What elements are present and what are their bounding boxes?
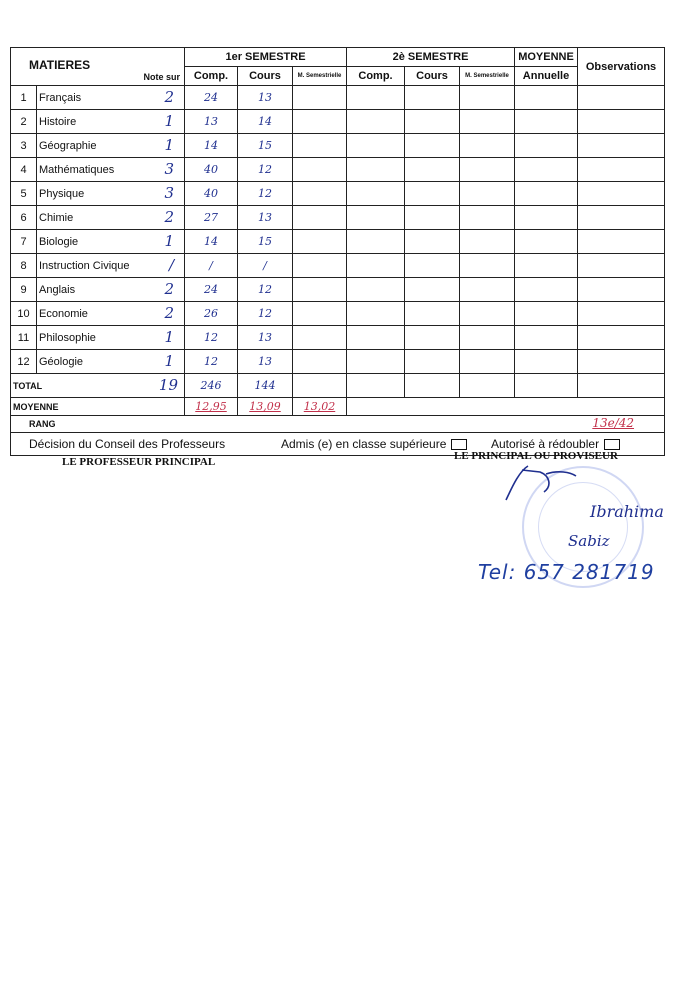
note-sur-label: Note sur	[143, 72, 180, 82]
s1-cours-value: 12	[238, 158, 293, 182]
moyenne-comp: 12,95	[185, 398, 238, 416]
principal-title: LE PRINCIPAL OU PROVISEUR	[454, 450, 618, 462]
s1-cours-value: 13	[238, 86, 293, 110]
rang-value: 13e/42	[592, 416, 635, 430]
coefficient-value: 1	[164, 136, 174, 154]
subject-name: Anglais	[39, 283, 76, 296]
s1-comp-value: 26	[185, 302, 238, 326]
total-coef: 19	[158, 376, 178, 394]
s1-cours-value: 15	[238, 230, 293, 254]
empty-cell	[347, 110, 405, 134]
empty-cell	[293, 206, 347, 230]
empty-cell	[515, 206, 578, 230]
subject-cell	[37, 182, 185, 206]
empty-cell	[405, 350, 460, 374]
rang-label: RANG	[29, 419, 56, 429]
empty-cell	[578, 278, 665, 302]
empty-cell	[347, 86, 405, 110]
s1-comp-value: /	[185, 254, 238, 278]
empty-cell	[347, 158, 405, 182]
s1-cours-header: Cours	[238, 67, 293, 86]
subject-name: Géologie	[39, 355, 84, 368]
row-number: 8	[11, 254, 37, 278]
report-card-table	[10, 47, 665, 456]
empty-cell	[578, 86, 665, 110]
empty-cell	[578, 110, 665, 134]
empty-cell	[515, 326, 578, 350]
autorise-checkbox[interactable]	[604, 439, 620, 450]
coefficient-value: 2	[164, 280, 174, 298]
s1-comp-value: 14	[185, 134, 238, 158]
empty-cell	[405, 302, 460, 326]
s2-comp-header: Comp.	[347, 67, 405, 86]
row-number: 2	[11, 110, 37, 134]
empty-cell	[515, 374, 578, 398]
annuelle-header: Annuelle	[515, 67, 578, 86]
s2-cours-header: Cours	[405, 67, 460, 86]
s1-cours-value: 13	[238, 350, 293, 374]
subject-cell	[37, 110, 185, 134]
empty-cell	[578, 302, 665, 326]
empty-cell	[578, 326, 665, 350]
empty-cell	[460, 254, 515, 278]
empty-cell	[405, 278, 460, 302]
empty-cell	[460, 206, 515, 230]
coefficient-value: 1	[164, 352, 174, 370]
empty-cell	[460, 302, 515, 326]
matieres-header	[11, 48, 185, 86]
empty-cell	[347, 230, 405, 254]
subject-cell	[37, 350, 185, 374]
empty-cell	[405, 86, 460, 110]
empty-cell	[405, 158, 460, 182]
coefficient-value: 1	[164, 112, 174, 130]
s1-cours-value: 13	[238, 326, 293, 350]
s1-msem-header: M. Semestrielle	[293, 67, 347, 86]
table-row	[11, 230, 665, 254]
admis-label: Admis (e) en classe supérieure	[281, 437, 447, 451]
s1-comp-value: 27	[185, 206, 238, 230]
empty-cell	[293, 230, 347, 254]
empty-cell	[515, 254, 578, 278]
empty-cell	[578, 134, 665, 158]
s1-comp-value: 40	[185, 182, 238, 206]
empty-cell	[347, 302, 405, 326]
empty-cell	[460, 134, 515, 158]
subject-cell	[37, 134, 185, 158]
empty-cell	[293, 302, 347, 326]
subject-cell	[37, 86, 185, 110]
moyenne-row-label-cell	[11, 398, 185, 416]
s1-comp-header: Comp.	[185, 67, 238, 86]
subject-name: Instruction Civique	[39, 259, 130, 272]
empty-cell	[515, 110, 578, 134]
empty-cell	[405, 134, 460, 158]
signature-scribble	[500, 462, 580, 506]
row-number: 10	[11, 302, 37, 326]
table-row	[11, 326, 665, 350]
table-row	[11, 134, 665, 158]
autorise-label: Autorisé à rédoubler	[491, 437, 600, 451]
empty-cell	[347, 182, 405, 206]
s1-cours-value: 15	[238, 134, 293, 158]
semester2-header: 2è SEMESTRE	[347, 48, 515, 67]
empty-cell	[293, 110, 347, 134]
empty-cell	[578, 182, 665, 206]
subject-rows	[11, 86, 665, 374]
empty-cell	[347, 134, 405, 158]
empty-cell	[515, 134, 578, 158]
row-number: 1	[11, 86, 37, 110]
empty-cell	[293, 278, 347, 302]
table-row	[11, 86, 665, 110]
empty-cell	[293, 134, 347, 158]
signature-name-1: Ibrahima	[590, 502, 664, 521]
s1-cours-value: 13	[238, 206, 293, 230]
total-cell	[11, 374, 185, 398]
table-row	[11, 206, 665, 230]
semester1-header: 1er SEMESTRE	[185, 48, 347, 67]
coefficient-value: /	[168, 256, 174, 274]
empty-cell	[460, 86, 515, 110]
empty-cell	[405, 206, 460, 230]
table-row	[11, 158, 665, 182]
empty-cell	[405, 230, 460, 254]
decision-label: Décision du Conseil des Professeurs	[29, 437, 226, 451]
s1-cours-value: 12	[238, 278, 293, 302]
subject-name: Mathématiques	[39, 163, 115, 176]
row-number: 3	[11, 134, 37, 158]
empty-cell	[578, 230, 665, 254]
admis-checkbox[interactable]	[451, 439, 467, 450]
subject-cell	[37, 302, 185, 326]
empty-cell	[347, 206, 405, 230]
observations-header: Observations	[578, 48, 665, 86]
subject-name: Philosophie	[39, 331, 96, 344]
table-row	[11, 278, 665, 302]
subject-name: Biologie	[39, 235, 79, 248]
s1-comp-value: 12	[185, 350, 238, 374]
table-row	[11, 350, 665, 374]
admis-option	[281, 437, 467, 451]
empty-cell	[347, 254, 405, 278]
total-cours: 144	[238, 374, 293, 398]
empty-cell	[460, 158, 515, 182]
rang-row	[11, 416, 665, 433]
table-row	[11, 302, 665, 326]
coefficient-value: 3	[164, 160, 174, 178]
row-number: 5	[11, 182, 37, 206]
subject-cell	[37, 326, 185, 350]
s1-cours-value: 12	[238, 302, 293, 326]
moyenne-row-label: MOYENNE	[13, 401, 59, 412]
subject-cell	[37, 230, 185, 254]
empty-cell	[293, 254, 347, 278]
empty-cell	[578, 374, 665, 398]
empty-cell	[515, 182, 578, 206]
empty-cell	[515, 278, 578, 302]
subject-name: Français	[39, 91, 82, 104]
empty-cell	[460, 278, 515, 302]
empty-cell	[460, 350, 515, 374]
coefficient-value: 1	[164, 232, 174, 250]
row-number: 7	[11, 230, 37, 254]
autorise-option	[491, 437, 620, 451]
row-number: 4	[11, 158, 37, 182]
empty-cell	[405, 254, 460, 278]
table-row	[11, 182, 665, 206]
empty-cell	[347, 350, 405, 374]
empty-cell	[293, 350, 347, 374]
empty-cell	[293, 374, 347, 398]
empty-cell	[578, 158, 665, 182]
coefficient-value: 1	[164, 328, 174, 346]
row-number: 6	[11, 206, 37, 230]
coefficient-value: 2	[164, 88, 174, 106]
empty-cell	[578, 206, 665, 230]
s1-comp-value: 24	[185, 278, 238, 302]
total-label: TOTAL	[13, 380, 43, 391]
empty-cell	[293, 182, 347, 206]
empty-cell	[293, 326, 347, 350]
coefficient-value: 2	[164, 208, 174, 226]
empty-cell	[515, 86, 578, 110]
s1-comp-value: 14	[185, 230, 238, 254]
subject-name: Chimie	[39, 211, 74, 224]
telephone-number: Tel: 657 281719	[478, 560, 655, 584]
empty-cell	[405, 326, 460, 350]
empty-cell	[460, 230, 515, 254]
subject-cell	[37, 278, 185, 302]
s1-cours-value: 12	[238, 182, 293, 206]
subject-cell	[37, 206, 185, 230]
table-row	[11, 110, 665, 134]
empty-cell	[578, 254, 665, 278]
prof-principal-title: LE PROFESSEUR PRINCIPAL	[62, 456, 216, 468]
subject-name: Physique	[39, 187, 85, 200]
empty-cell	[405, 182, 460, 206]
empty-cell	[515, 350, 578, 374]
empty-cell	[460, 326, 515, 350]
s2-msem-header: M. Semestrielle	[460, 67, 515, 86]
empty-cell	[347, 398, 665, 416]
coefficient-value: 2	[164, 304, 174, 322]
subject-name: Histoire	[39, 115, 77, 128]
empty-cell	[460, 110, 515, 134]
empty-cell	[460, 182, 515, 206]
row-number: 9	[11, 278, 37, 302]
s1-comp-value: 40	[185, 158, 238, 182]
empty-cell	[515, 302, 578, 326]
empty-cell	[347, 326, 405, 350]
table-row	[11, 254, 665, 278]
subject-cell	[37, 158, 185, 182]
empty-cell	[515, 230, 578, 254]
moyenne-cours: 13,09	[238, 398, 293, 416]
empty-cell	[515, 158, 578, 182]
subject-cell	[37, 254, 185, 278]
s1-cours-value: 14	[238, 110, 293, 134]
total-comp: 246	[185, 374, 238, 398]
coefficient-value: 3	[164, 184, 174, 202]
empty-cell	[293, 86, 347, 110]
subject-name: Economie	[39, 307, 88, 320]
matieres-label: MATIERES	[29, 58, 91, 72]
s1-comp-value: 24	[185, 86, 238, 110]
s1-cours-value: /	[238, 254, 293, 278]
empty-cell	[405, 374, 460, 398]
row-number: 11	[11, 326, 37, 350]
empty-cell	[347, 278, 405, 302]
moyenne-msem: 13,02	[293, 398, 347, 416]
s1-comp-value: 12	[185, 326, 238, 350]
s1-comp-value: 13	[185, 110, 238, 134]
empty-cell	[347, 374, 405, 398]
empty-cell	[460, 374, 515, 398]
row-number: 12	[11, 350, 37, 374]
empty-cell	[293, 158, 347, 182]
empty-cell	[405, 110, 460, 134]
subject-name: Géographie	[39, 139, 97, 152]
moyenne-header: MOYENNE	[515, 48, 578, 67]
empty-cell	[578, 350, 665, 374]
signature-name-2: Sabiz	[568, 532, 610, 550]
